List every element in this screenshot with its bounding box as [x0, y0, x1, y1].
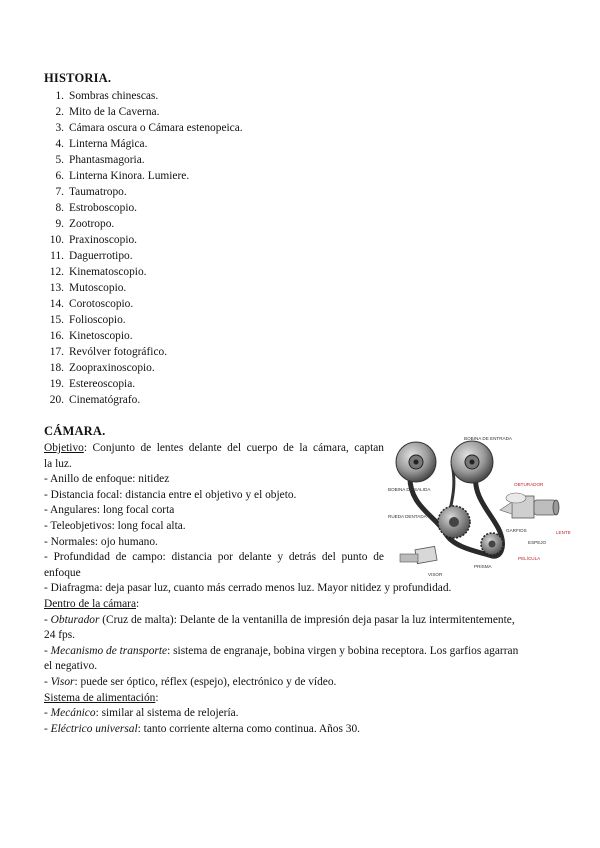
historia-item: [44, 344, 243, 360]
label-espejo: ESPEJO: [528, 540, 547, 545]
shutter-disc: [506, 493, 526, 503]
historia-item-number: 3.: [55, 122, 64, 134]
obturador-label: Obturador: [50, 613, 100, 626]
historia-heading: HISTORIA.: [44, 71, 112, 85]
angulares-line: - Angulares: long focal corta: [44, 504, 175, 517]
sistema-label: Sistema de alimentación: [44, 691, 156, 704]
historia-item: [44, 120, 243, 136]
mecanismo-line: [44, 644, 558, 660]
historia-item-text: Sombras chinescas.: [69, 90, 159, 102]
historia-item-text: Linterna Mágica.: [69, 138, 148, 150]
historia-item-number: 10.: [49, 234, 64, 246]
sistema-colon: :: [155, 691, 159, 704]
historia-item-text: Corotoscopio.: [69, 298, 134, 310]
historia-item: [44, 184, 243, 200]
profundidad-line: - Profundidad de campo: distancia por delante y detrás del punto de: [44, 551, 384, 564]
normales-line: - Normales: ojo humano.: [44, 535, 158, 548]
objetivo-line: [44, 441, 384, 457]
historia-item: [44, 296, 243, 312]
mecanico-line: [44, 706, 558, 722]
sprocket-gear: [438, 506, 470, 538]
label-rueda: RUEDA DENTADA: [388, 514, 427, 519]
historia-item: [44, 168, 243, 184]
historia-item-number: 7.: [55, 186, 64, 198]
historia-item: [44, 328, 243, 344]
dentro-label: Dentro de la cámara: [44, 597, 137, 610]
historia-item-text: Taumatropo.: [69, 186, 127, 198]
historia-item: [44, 280, 243, 296]
historia-item-number: 4.: [55, 138, 64, 150]
historia-item-number: 5.: [55, 154, 64, 166]
label-bobina-salida: BOBINA DE SALIDA: [388, 487, 431, 492]
historia-item-text: Estroboscopio.: [69, 202, 138, 214]
historia-item-number: 18.: [49, 362, 64, 374]
obturador-line: [44, 613, 558, 629]
electrico-dash: -: [44, 722, 51, 735]
historia-item: [44, 264, 243, 280]
historia-item-number: 14.: [49, 298, 64, 310]
historia-item-text: Zootropo.: [69, 218, 115, 230]
visor-label: Visor: [50, 675, 75, 688]
historia-item-text: Daguerrotipo.: [69, 250, 133, 262]
historia-item-number: 6.: [55, 170, 64, 182]
historia-item-text: Cámara oscura o Cámara estenopeica.: [69, 122, 243, 134]
mecanico-label: Mecánico: [50, 707, 96, 720]
historia-item-text: Phantasmagoria.: [69, 154, 145, 166]
objetivo-cont: la luz.: [44, 457, 72, 470]
anillo-line: - Anillo de enfoque: nitidez: [44, 473, 170, 486]
historia-list: [44, 88, 243, 408]
historia-item-text: Mito de la Caverna.: [69, 106, 160, 118]
dentro-colon: :: [136, 597, 140, 610]
historia-item-number: 1.: [55, 90, 64, 102]
label-visor: VISOR: [428, 572, 443, 577]
label-lente: LENTE: [556, 530, 571, 535]
historia-item: [44, 136, 243, 152]
visor-dash: -: [44, 675, 51, 688]
reel-left: [396, 442, 436, 482]
historia-item-text: Kinetoscopio.: [69, 330, 133, 342]
historia-item-number: 11.: [50, 250, 64, 262]
camera-mechanism-figure: [388, 436, 574, 582]
mecanismo-text: : sistema de engranaje, bobina virgen y bobina receptora. Los garfios agarran: [167, 644, 519, 657]
camara-heading: CÁMARA.: [44, 424, 106, 438]
reel-right: [451, 441, 493, 483]
visor-text: : puede ser óptico, réflex (espejo), electrónico y de vídeo.: [74, 675, 337, 688]
label-pelicula: PELÍCULA: [518, 556, 541, 561]
objetivo-label: Objetivo: [44, 442, 84, 454]
historia-item: [44, 216, 243, 232]
historia-item-text: Praxinoscopio.: [69, 234, 138, 246]
obturador-text: (Cruz de malta): Delante de la ventanilla de impresión deja pasar la luz intermitentemente,: [99, 613, 515, 626]
sprocket-gear-small: [481, 533, 503, 555]
historia-item: [44, 312, 243, 328]
profundidad-cont: enfoque: [44, 566, 81, 579]
historia-item-text: Linterna Kinora. Lumiere.: [69, 170, 190, 182]
electrico-label: Eléctrico universal: [50, 722, 138, 735]
historia-item-text: Mutoscopio.: [69, 282, 127, 294]
objetivo-text: : Conjunto de lentes delante del cuerpo de la cámara, captan: [83, 442, 384, 454]
obturador-dash: -: [44, 613, 51, 626]
label-garfios: GARFIOS: [506, 528, 527, 533]
dentro-line: [44, 597, 558, 613]
mecanico-dash: -: [44, 707, 51, 720]
diafragma-line: - Diafragma: deja pasar luz, cuanto más cerrado menos luz. Mayor nitidez y profundidad.: [44, 582, 452, 595]
historia-item-text: Estereoscopia.: [69, 378, 136, 390]
historia-item: [44, 376, 243, 392]
historia-item: [44, 360, 243, 376]
mecanismo-label: Mecanismo de transporte: [50, 644, 168, 657]
mecanismo-dash: -: [44, 644, 51, 657]
historia-item: [44, 104, 243, 120]
historia-item-number: 9.: [55, 218, 64, 230]
distancia-line: - Distancia focal: distancia entre el objetivo y el objeto.: [44, 488, 297, 501]
historia-item-number: 13.: [49, 282, 64, 294]
label-prisma: PRISMA: [474, 564, 492, 569]
label-obturador: OBTURADOR: [514, 482, 544, 487]
historia-item-text: Folioscopio.: [69, 314, 126, 326]
historia-item-number: 19.: [49, 378, 64, 390]
label-bobina-entrada: BOBINA DE ENTRADA: [464, 436, 512, 441]
historia-item-number: 2.: [55, 106, 64, 118]
obturador-cont: 24 fps.: [44, 629, 76, 642]
sistema-line: [44, 691, 558, 707]
historia-item-text: Kinematoscopio.: [69, 266, 147, 278]
visor-line: [44, 675, 558, 691]
historia-item: [44, 232, 243, 248]
electrico-text: : tanto corriente alterna como continua. Años 30.: [137, 722, 361, 735]
historia-item-number: 12.: [49, 266, 64, 278]
viewfinder: [400, 546, 437, 563]
historia-item-text: Cinematógrafo.: [69, 394, 141, 406]
mecanismo-cont: el negativo.: [44, 660, 98, 673]
electrico-line: [44, 722, 558, 738]
mecanico-text: : similar al sistema de relojería.: [95, 707, 239, 720]
historia-item: [44, 392, 243, 408]
historia-item: [44, 152, 243, 168]
historia-item-number: 17.: [49, 346, 64, 358]
historia-item-number: 16.: [49, 330, 64, 342]
historia-item: [44, 248, 243, 264]
historia-item: [44, 88, 243, 104]
historia-item-text: Zoopraxinoscopio.: [69, 362, 155, 374]
historia-item-number: 20.: [49, 394, 64, 406]
historia-item-text: Revólver fotográfico.: [69, 346, 168, 358]
historia-item: [44, 200, 243, 216]
historia-item-number: 8.: [55, 202, 64, 214]
historia-item-number: 15.: [49, 314, 64, 326]
teleobjetivos-line: - Teleobjetivos: long focal alta.: [44, 519, 186, 532]
